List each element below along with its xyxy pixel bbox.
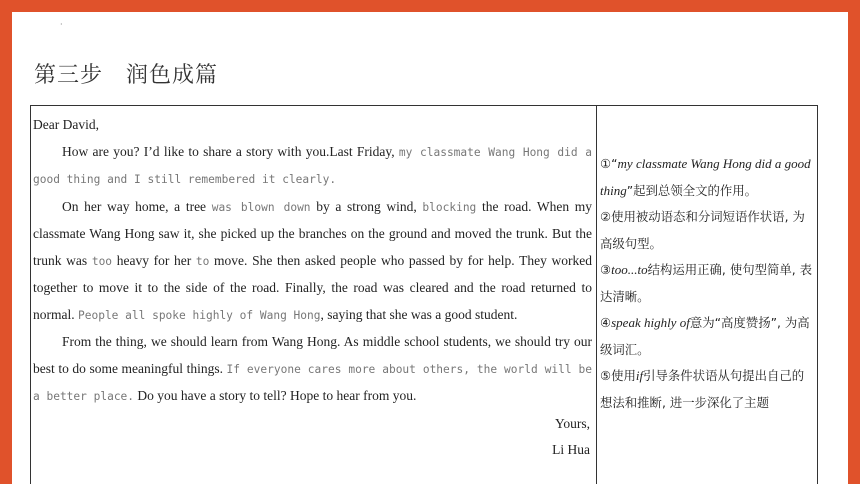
page-title: 第三步 润色成篇 bbox=[34, 63, 219, 88]
text-run: On her way home, a tree bbox=[62, 198, 212, 214]
text-run: 引导条件状语从句提出自己的想法和推断, 进一步深化了主题 bbox=[600, 368, 805, 410]
text-run: “ bbox=[611, 156, 618, 171]
text-run: 意为“高度赞扬”, 为高级词汇。 bbox=[600, 315, 810, 357]
text-run: , saying that she was a good student. bbox=[320, 306, 518, 322]
text-run: move. She then asked people who passed by for help. They worked together to move it to the side of the road. Finally, the road was cleared and the road returned to normal. bbox=[33, 252, 592, 322]
text-run: From the thing, we should learn from Wang Hong. As middle school students, we should try our best to do some meaningful things. bbox=[33, 334, 592, 376]
note-quote: speak highly of bbox=[611, 315, 690, 330]
text-run: ”起到总领全文的作用。 bbox=[626, 182, 758, 198]
note-3 bbox=[600, 257, 815, 310]
content-table bbox=[30, 105, 818, 484]
note-quote: my classmate Wang Hong did a good thing bbox=[600, 156, 811, 198]
highlight-phrase: was blown down bbox=[211, 200, 311, 214]
text-run: the road. When my classmate Wang Hong saw it, she picked up the branches on the ground and moved the trunk. But the trunk was bbox=[33, 198, 592, 268]
text-run: How are you? I’d like to share a story with you.Last Friday, bbox=[62, 143, 399, 159]
text-run: 结构运用正确, 使句型简单, 表达清晰。 bbox=[600, 262, 813, 304]
text-run: Do you have a story to tell? Hope to hear from you. bbox=[134, 388, 417, 403]
note-quote: too...to bbox=[611, 262, 648, 277]
letter-paragraph-1 bbox=[33, 139, 592, 194]
note-4 bbox=[600, 310, 815, 363]
note-5 bbox=[600, 363, 815, 416]
text-run: heavy for her bbox=[112, 252, 196, 268]
letter-paragraph-3 bbox=[33, 329, 592, 411]
letter-signature: Li Hua bbox=[552, 442, 590, 457]
note-number: ③ bbox=[600, 262, 612, 277]
slide bbox=[12, 12, 848, 484]
notes-column bbox=[597, 106, 817, 484]
note-1 bbox=[600, 151, 815, 204]
letter-paragraph-2 bbox=[33, 194, 592, 330]
note-quote: if bbox=[635, 368, 644, 383]
note-2: ②使用被动语态和分词短语作状语, 为高级句型。 bbox=[600, 209, 805, 251]
highlight-phrase: blocking bbox=[422, 200, 477, 214]
letter-closing: Yours, bbox=[554, 415, 590, 431]
text-run: ⑤使用 bbox=[600, 368, 636, 383]
highlight-phrase: If everyone cares more about others, the world will be a better place. bbox=[33, 362, 592, 403]
highlight-phrase: my classmate Wang Hong did a good thing and I still remembered it clearly. bbox=[33, 145, 593, 186]
highlight-phrase: too bbox=[91, 254, 113, 268]
highlight-phrase: to bbox=[195, 254, 210, 268]
letter-column bbox=[31, 106, 597, 484]
highlight-phrase: People all spoke highly of Wang Hong bbox=[78, 308, 321, 322]
note-number: ① bbox=[600, 156, 612, 171]
letter-salutation: Dear David, bbox=[33, 117, 99, 132]
note-number: ④ bbox=[600, 315, 612, 330]
header-dot: · bbox=[60, 20, 63, 29]
text-run: by a strong wind, bbox=[310, 198, 423, 214]
